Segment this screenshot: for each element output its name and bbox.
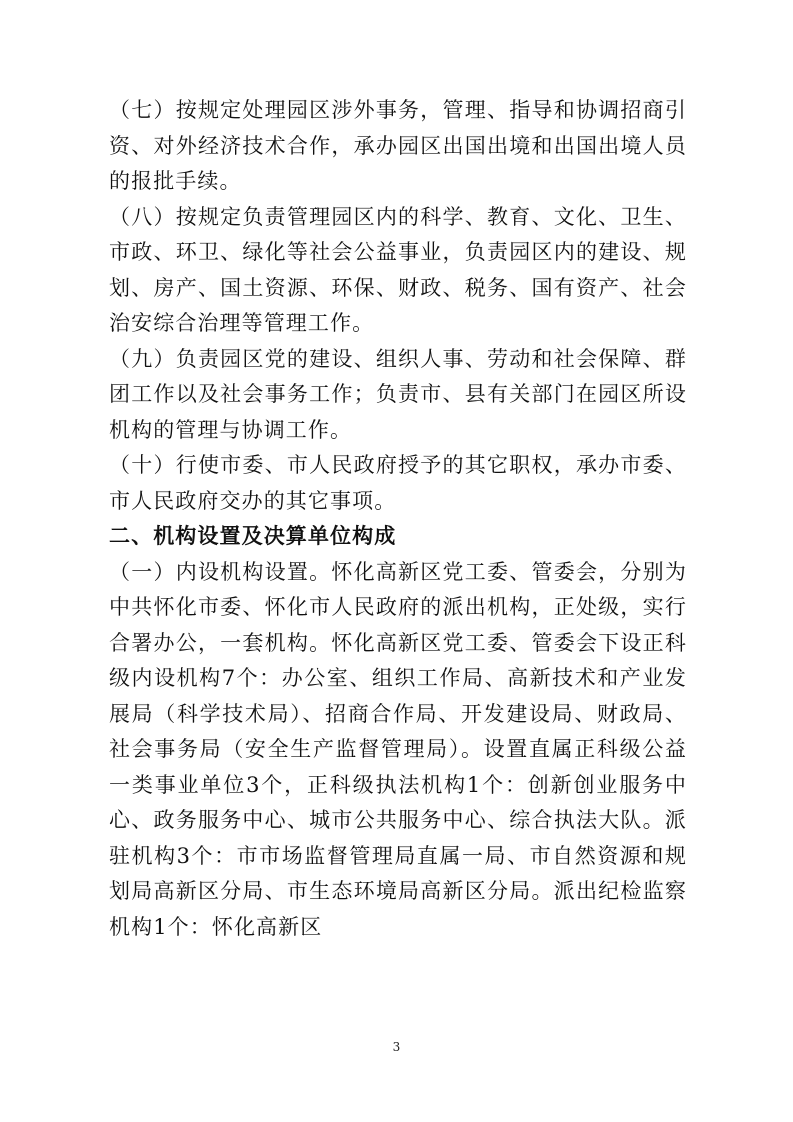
section-heading: 二、机构设置及决算单位构成 [109, 524, 397, 548]
paragraph-item-10: （十）行使市委、市人民政府授予的其它职权，承办市委、市人民政府交办的其它事项。 [109, 453, 687, 513]
paragraph-item-9: （九）负责园区党的建设、组织人事、劳动和社会保障、群团工作以及社会事务工作；负责市、县有关部门在园区所设机构的管理与协调工作。 [109, 346, 687, 442]
paragraph-item-8: （八）按规定负责管理园区内的科学、教育、文化、卫生、市政、环卫、绿化等社会公益事业，负责园区内的建设、规划、房产、国土资源、环保、财政、税务、国有资产、社会治安综合治理等管理工作。 [109, 204, 687, 335]
page-number: 3 [392, 1040, 401, 1054]
document-body [109, 93, 687, 945]
paragraph-item-7: （七）按规定处理园区涉外事务，管理、指导和协调招商引资、对外经济技术合作，承办园区出国出境和出国出境人员的报批手续。 [109, 98, 687, 193]
paragraph-internal-structure: （一）内设机构设置。怀化高新区党工委、管委会，分别为中共怀化市委、怀化市人民政府的派出机构，正处级，实行合署办公，一套机构。怀化高新区党工委、管委会下设正科级内设机构7个：办公室、组织工作局、高新技术和产业发展局（科学技术局）、招商合作局、开发建设局、财政局、社会事务局（安全生产监督管理局）。设置直属正科级公益一类事业单位3个，正科级执法机构1个：创新创业服务中心、政务服务中心、城市公共服务中心、综合执法大队。派驻机构3个：市市场监督管理局直属一局、市自然资源和规划局高新区分局、市生态环境局高新区分局。派出纪检监察机构1个：怀化高新区 [109, 559, 687, 939]
